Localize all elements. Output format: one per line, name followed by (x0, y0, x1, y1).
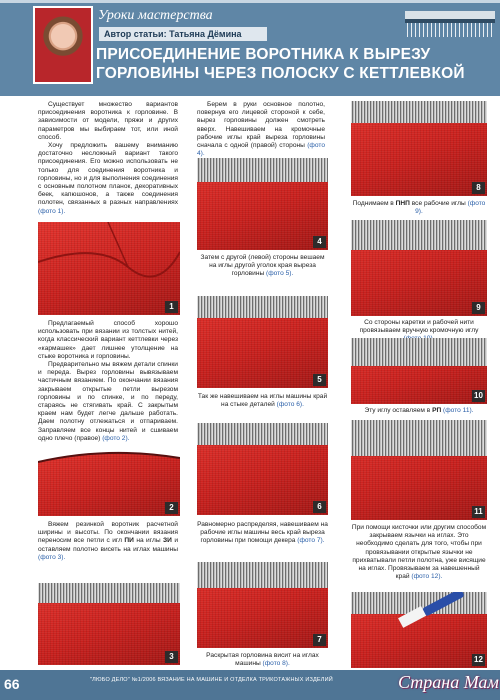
caption-text: Так же навешиваем на иглы машины край на стыке деталей (197, 393, 328, 409)
photo-ref: (фото 2). (102, 434, 130, 442)
photo-ref: (фото 9). (415, 200, 486, 216)
collar-seam-graphic (38, 222, 180, 315)
photo-number-badge: 8 (472, 182, 485, 194)
col1-middle (38, 320, 178, 443)
caption-photo-12 (351, 524, 487, 581)
machine-bed (197, 296, 328, 318)
machine-bed (351, 420, 487, 456)
caption-photo-7 (197, 521, 328, 546)
col1-para5-text: на иглы (133, 537, 164, 545)
photo-number-badge: 6 (313, 501, 326, 513)
photo-4 (197, 158, 328, 250)
col1-para2 (38, 142, 178, 216)
col1-bottom (38, 521, 178, 562)
caption-photo-9 (351, 200, 487, 216)
machine-bed (38, 583, 180, 603)
photo-ref: (фото 11). (441, 407, 474, 414)
photo-ref: (фото 12). (411, 573, 443, 581)
col1-intro (38, 101, 178, 216)
photo-ref: (фото 5). (266, 270, 294, 278)
photo-2 (38, 444, 180, 516)
photo-number-badge: 3 (165, 651, 178, 663)
photo-number-badge: 7 (313, 634, 326, 646)
photo-ref: (фото 7). (297, 537, 325, 545)
caption-text: все рабочие иглы (409, 200, 468, 207)
caption-text: При помощи кисточки или другим способом закрываем язычки на иглах. Это необходимо сделать для того, чтобы при провязывании открытые язычки не прихватывали петли полотна, уже висящие на иглах. Провязываем за навешенный край (351, 524, 487, 581)
col1-para2-text: Хочу предложить вашему вниманию достаточно несложный вариант такого присоединения. Его можно использовать не только для соединения воротника и горловины, но и для выполнения соединения с основным полотном планок, декоративных беек, капюшонов, а также соединения полотен, связанных в разных направлениях (38, 142, 178, 207)
caption-text: Поднимаем в (352, 200, 396, 207)
col2-para1-text: Берем в руки основное полотно, повернув его лицевой стороной к себе, вырез горловины должен смотреть вверх. Навешиваем на кромочные рабочие иглы край выреза горловины сначала с одной (правой) стороны (197, 101, 325, 150)
photo-9 (351, 220, 487, 316)
knitting-machine-icon (405, 5, 495, 41)
article-title (96, 45, 496, 83)
photo-3 (38, 583, 180, 665)
needle-term: ПИ (124, 537, 134, 545)
col1-para5-text: Вяжем резинкой воротник расчетной ширины и высоты. По окончании вязания переносим все петли с игл (38, 521, 178, 545)
section-title: Уроки мастерства (98, 8, 213, 23)
photo-number-badge: 4 (313, 236, 326, 248)
photo-7 (197, 562, 328, 648)
photo-1 (38, 222, 180, 315)
photo-11 (351, 420, 487, 520)
neckline-graphic (38, 444, 180, 516)
photo-number-badge: 9 (472, 302, 485, 314)
photo-12 (351, 592, 487, 668)
photo-ref: (фото 6). (276, 401, 304, 409)
photo-10 (351, 338, 487, 404)
brush-icon (351, 592, 487, 668)
caption-text: Эту иглу оставляем в (364, 407, 433, 414)
machine-bed (197, 423, 328, 445)
header-stripe (0, 0, 500, 3)
caption-text: Раскрытая горловина висит на иглах машины (206, 652, 319, 668)
author-photo (33, 6, 93, 84)
photo-ref: (фото 1). (38, 207, 66, 215)
caption-text: Затем с другой (левой) стороны вешаем на иглы другой уголок края выреза горловины (200, 254, 325, 278)
photo-number-badge: 11 (472, 506, 485, 518)
caption-text: Со стороны каретки и рабочей нити провязываем вручную кромочную иглу (359, 319, 479, 335)
col1-para4-text: Предварительно мы вяжем детали спинки и переда. Вырез горловины вывязываем частичным вязанием. По окончании вязания закрываем открытые петли вырезом горловины и по спинке, и по переду, стараясь не стягивать край. С закрытым краем нам будет легче дальше работать. Даем полотну отлежаться и отпариваем. Заправляем все концы нитей и сшиваем одно плечо (правое) (38, 361, 178, 442)
position-term: ПНП (395, 200, 410, 207)
photo-ref: (фото 4). (197, 142, 325, 158)
caption-text: Равномерно распределяя, навешиваем на рабочие иглы машины весь край выреза горловины при помощи декера (197, 521, 328, 545)
caption-photo-6 (197, 393, 328, 409)
caption-photo-8 (197, 652, 328, 668)
machine-bed (351, 220, 487, 250)
photo-8 (351, 101, 487, 196)
col1-para5-text: и оставляем полотно висеть на иглах машины (38, 537, 178, 553)
col1-para5 (38, 521, 178, 562)
footer-text: "ЛЮБО ДЕЛО" №1/2006 ВЯЗАНИЕ НА МАШИНЕ И ОТДЕЛКА ТРИКОТАЖНЫХ ИЗДЕЛИЙ (90, 677, 333, 683)
col2-para1 (197, 101, 325, 158)
col1-para1: Существует множество вариантов присоединения воротника к горловине. В зависимости от модели, пряжи и других параметров мы выбираем тот, или иной способ. (38, 101, 178, 141)
photo-number-badge: 12 (472, 654, 485, 666)
photo-number-badge: 1 (165, 301, 178, 313)
machine-bed (197, 158, 328, 182)
photo-ref: (фото 8). (262, 660, 290, 668)
col1-para4 (38, 361, 178, 443)
photo-5 (197, 296, 328, 388)
machine-bed (197, 562, 328, 588)
watermark: Страна Мам (398, 672, 499, 692)
caption-photo-11 (351, 407, 487, 415)
col1-para3: Предлагаемый способ хорошо использовать при вязании из толстых нитей, когда классический вариант кеттлевки через «кармашек» дает лишнее утолщение на стыке воротника и горловины. (38, 320, 178, 360)
photo-6 (197, 423, 328, 515)
machine-bed (351, 338, 487, 366)
article-title-line1: ПРИСОЕДИНЕНИЕ ВОРОТНИКА К ВЫРЕЗУ (96, 46, 431, 63)
needle-term: ЗИ (163, 537, 172, 545)
page-number: 66 (4, 676, 20, 692)
photo-number-badge: 5 (313, 374, 326, 386)
photo-number-badge: 10 (472, 390, 485, 402)
col2-intro (197, 101, 325, 158)
photo-number-badge: 2 (165, 502, 178, 514)
photo-ref: (фото 3). (38, 553, 66, 561)
machine-bed (351, 101, 487, 123)
caption-photo-5 (197, 254, 328, 279)
position-term: РП (432, 407, 442, 414)
article-title-line2: ГОРЛОВИНЫ ЧЕРЕЗ ПОЛОСКУ С КЕТТЛЕВКОЙ (96, 65, 465, 82)
author-label: Автор статьи: Татьяна Дёмина (99, 27, 267, 41)
